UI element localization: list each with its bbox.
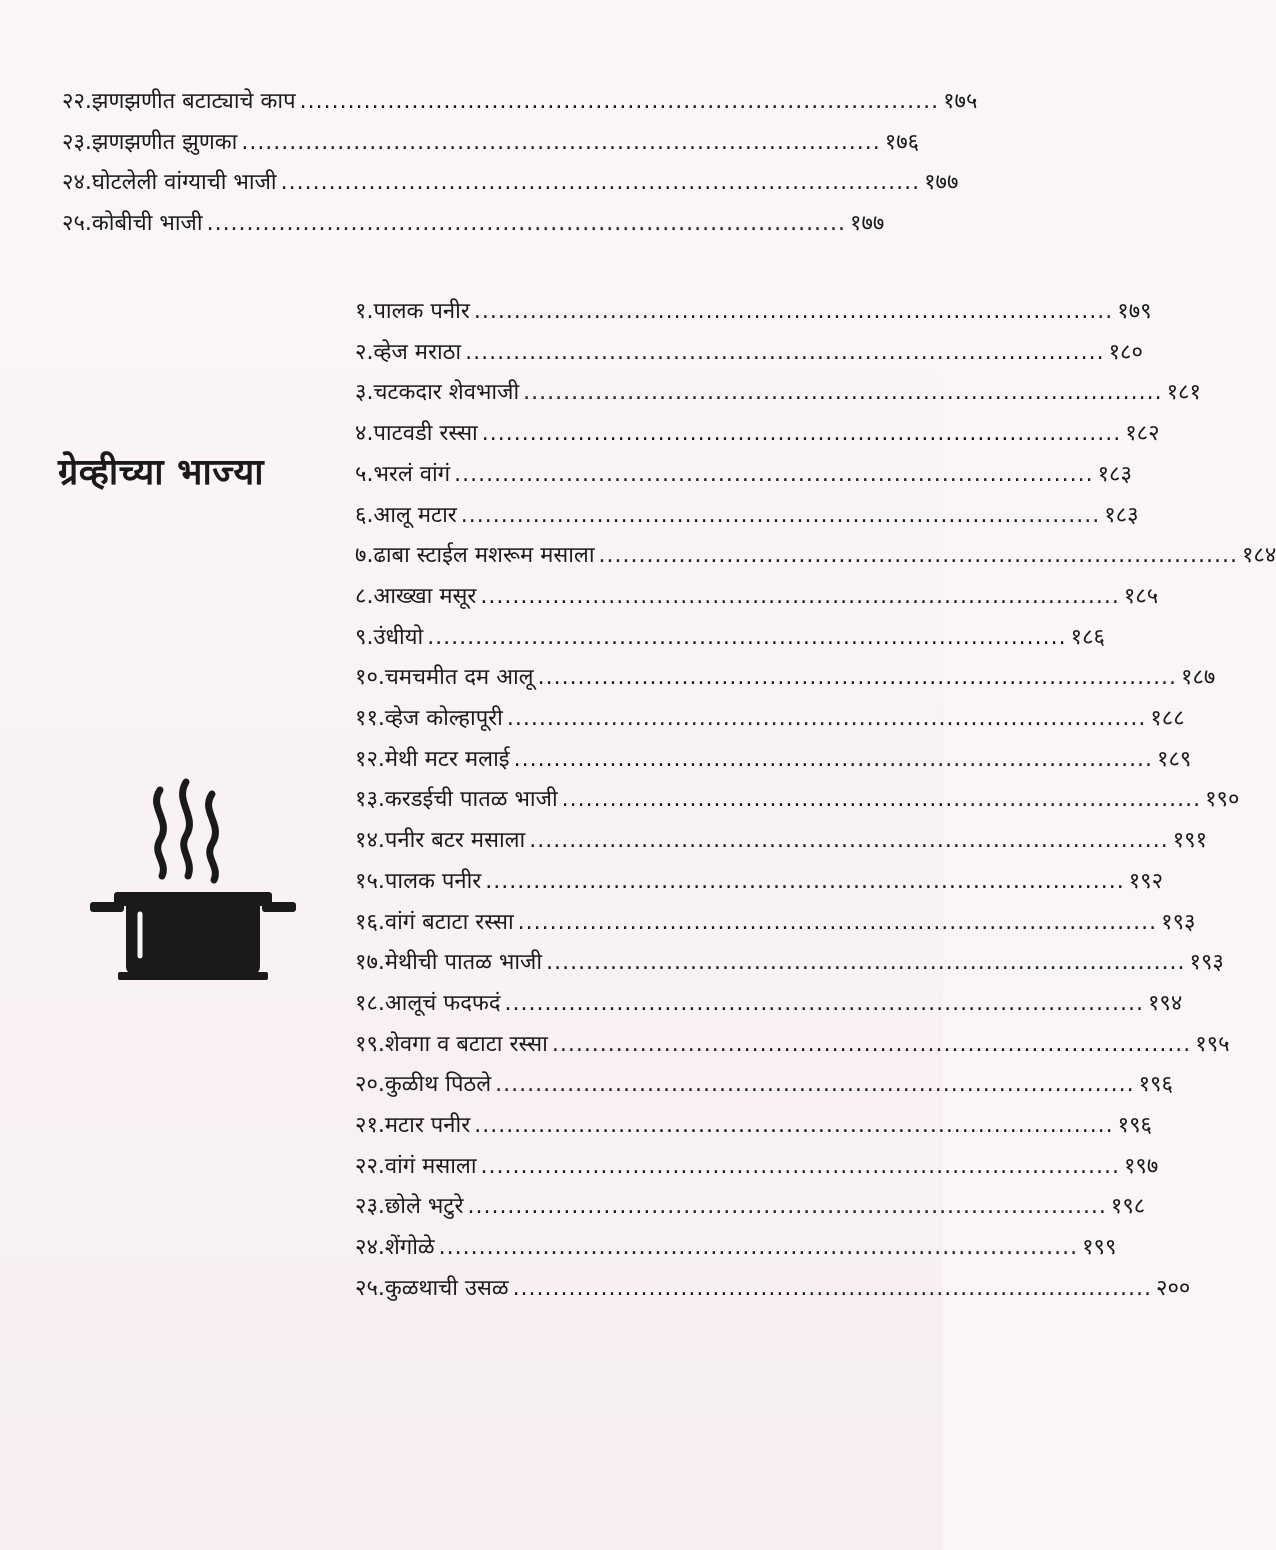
toc-entry <box>355 740 1192 780</box>
toc-entry <box>355 1065 1173 1105</box>
dot-leader: ................................................................................ <box>529 828 1169 854</box>
entry-number: २५. <box>355 1275 385 1301</box>
entry-page-number: १९२ <box>1128 868 1164 894</box>
dot-leader: ................................................................................ <box>561 787 1202 813</box>
dot-leader: ................................................................................ <box>495 1072 1135 1098</box>
entry-number: १९. <box>355 1031 385 1057</box>
entry-number: १. <box>355 299 374 324</box>
toc-entry <box>62 123 920 163</box>
entry-title: शेंगोळे <box>384 1235 435 1261</box>
toc-entry <box>355 1228 1117 1268</box>
entry-title: वांगं बटाटा रस्सा <box>384 909 514 935</box>
toc-entry <box>355 496 1139 536</box>
dot-leader: ................................................................................ <box>504 990 1144 1016</box>
cooking-pot-steam-icon <box>88 780 298 985</box>
dot-leader: ................................................................................ <box>481 421 1122 447</box>
entry-title: छोले भटुरे <box>384 1194 464 1220</box>
dot-leader: ................................................................................ <box>241 129 881 155</box>
toc-entry <box>355 292 1152 332</box>
entry-number: २. <box>355 339 374 365</box>
dot-leader: ................................................................................ <box>480 1153 1120 1179</box>
toc-entry <box>355 1025 1230 1065</box>
entry-number: ११. <box>355 706 385 731</box>
entry-page-number: १८० <box>1108 339 1143 365</box>
entry-title: मेथी मटर मलाई <box>384 746 510 772</box>
toc-entry <box>355 333 1143 373</box>
entry-page-number: १८३ <box>1104 502 1139 528</box>
toc-entry <box>62 82 978 122</box>
toc-entry <box>355 536 1276 576</box>
entry-title: पालक पनीर <box>373 299 470 324</box>
entry-page-number: १९० <box>1205 787 1240 813</box>
entry-title: पाटवडी रस्सा <box>373 421 478 447</box>
dot-leader: ................................................................................ <box>480 583 1120 609</box>
entry-page-number: १९९ <box>1082 1235 1117 1261</box>
dot-leader: ................................................................................ <box>454 461 1094 487</box>
entry-title: करडईची पातळ भाजी <box>384 787 558 813</box>
dot-leader: ................................................................................ <box>467 1194 1107 1220</box>
entry-page-number: १९३ <box>1161 909 1196 935</box>
toc-entry <box>355 1269 1191 1309</box>
toc-entry <box>355 780 1240 820</box>
entry-page-number: १७७ <box>924 170 959 195</box>
entry-number: २४. <box>355 1235 385 1261</box>
entry-number: ९. <box>355 624 374 650</box>
entry-page-number: १८१ <box>1166 380 1201 406</box>
dot-leader: ................................................................................ <box>512 1275 1153 1301</box>
toc-entry <box>355 618 1105 658</box>
entry-number: १०. <box>355 665 385 691</box>
toc-entry <box>355 1187 1146 1227</box>
dot-leader: ................................................................................ <box>485 868 1125 894</box>
entry-number: २२. <box>62 89 92 114</box>
entry-page-number: १९५ <box>1195 1031 1230 1057</box>
entry-page-number: १८३ <box>1097 461 1132 487</box>
entry-page-number: १८७ <box>1181 665 1216 691</box>
toc-entry <box>355 414 1160 454</box>
entry-title: ढाबा स्टाईल मशरूम मसाला <box>373 543 595 569</box>
entry-number: २२. <box>355 1153 385 1179</box>
entry-number: ६. <box>355 502 374 528</box>
entry-page-number: १९४ <box>1147 990 1183 1016</box>
entry-title: कोबीची भाजी <box>91 210 203 236</box>
entry-page-number: १८९ <box>1157 746 1192 772</box>
entry-page-number: १८६ <box>1070 624 1105 650</box>
dot-leader: ................................................................................ <box>460 502 1101 528</box>
entry-page-number: १९१ <box>1172 828 1208 854</box>
entry-page-number: १८४ <box>1241 543 1276 569</box>
entry-page-number: १७५ <box>943 89 978 114</box>
entry-page-number: २०० <box>1156 1275 1191 1301</box>
section-heading: ग्रेव्हीच्या भाज्या <box>58 452 265 493</box>
entry-number: १४. <box>355 828 385 854</box>
entry-title: पालक पनीर <box>384 868 482 894</box>
entry-title: आलूचं फदफदं <box>384 990 501 1016</box>
entry-title: शेवगा व बटाटा रस्सा <box>384 1031 548 1057</box>
entry-page-number: १९७ <box>1123 1153 1159 1179</box>
entry-page-number: १९६ <box>1138 1072 1173 1098</box>
entry-number: १२. <box>355 746 385 772</box>
entry-number: १८. <box>355 990 385 1016</box>
entry-title: झणझणीत झुणका <box>91 129 238 155</box>
entry-page-number: १८२ <box>1125 421 1160 447</box>
entry-page-number: १८८ <box>1150 706 1185 731</box>
toc-entry <box>355 943 1224 983</box>
dot-leader: ................................................................................ <box>438 1235 1079 1261</box>
dot-leader: ................................................................................ <box>537 665 1178 691</box>
entry-number: २५. <box>62 210 92 236</box>
dot-leader: ................................................................................ <box>473 299 1114 324</box>
entry-title: उंधीयो <box>373 624 424 650</box>
entry-number: १७. <box>355 950 385 976</box>
entry-title: पनीर बटर मसाला <box>384 828 526 854</box>
entry-title: चमचमीत दम आलू <box>384 665 534 691</box>
dot-leader: ................................................................................ <box>517 909 1158 935</box>
dot-leader: ................................................................................ <box>546 950 1186 976</box>
entry-number: २३. <box>355 1194 385 1220</box>
toc-entry <box>355 821 1208 861</box>
entry-title: व्हेज मराठा <box>373 339 462 365</box>
entry-page-number: १७६ <box>884 129 920 155</box>
entry-number: २४. <box>62 170 92 195</box>
dot-leader: ................................................................................ <box>506 706 1147 731</box>
dot-leader: ................................................................................ <box>551 1031 1192 1057</box>
entry-title: मटार पनीर <box>384 1113 471 1138</box>
entry-page-number: १८५ <box>1123 583 1159 609</box>
entry-title: मेथीची पातळ भाजी <box>384 950 543 976</box>
toc-entry <box>355 699 1185 739</box>
entry-number: ४. <box>355 421 374 447</box>
entry-page-number: १९८ <box>1110 1194 1146 1220</box>
entry-title: भरलं वांगं <box>373 461 451 487</box>
toc-entry <box>355 862 1164 902</box>
toc-entry <box>62 204 885 244</box>
entry-page-number: १९६ <box>1117 1113 1152 1138</box>
entry-title: चटकदार शेवभाजी <box>373 380 520 406</box>
entry-page-number: १७९ <box>1117 299 1152 324</box>
entry-number: ७. <box>355 543 374 569</box>
toc-entry <box>355 903 1196 943</box>
dot-leader: ................................................................................ <box>474 1113 1114 1138</box>
toc-entry <box>355 373 1201 413</box>
entry-title: व्हेज कोल्हापूरी <box>384 706 503 731</box>
entry-title: आलू मटार <box>373 502 457 528</box>
entry-title: वांगं मसाला <box>384 1153 477 1179</box>
entry-title: आख्खा मसूर <box>373 583 477 609</box>
toc-entry <box>355 455 1132 495</box>
toc-entry <box>355 1147 1159 1187</box>
entry-page-number: १९३ <box>1189 950 1224 976</box>
toc-entry <box>62 163 959 203</box>
dot-leader: ................................................................................ <box>280 170 921 195</box>
entry-number: ८. <box>355 583 374 609</box>
entry-number: १५. <box>355 868 385 894</box>
toc-entry <box>355 984 1183 1024</box>
entry-number: १६. <box>355 909 385 935</box>
entry-title: कुळथाची उसळ <box>384 1275 509 1301</box>
dot-leader: ................................................................................ <box>427 624 1067 650</box>
entry-number: २१. <box>355 1113 385 1138</box>
entry-number: ३. <box>355 380 374 406</box>
toc-entry <box>355 1106 1152 1146</box>
entry-title: कुळीथ पिठले <box>384 1072 492 1098</box>
dot-leader: ................................................................................ <box>299 89 940 114</box>
entry-number: २०. <box>355 1072 385 1098</box>
dot-leader: ................................................................................ <box>523 380 1163 406</box>
entry-number: ५. <box>355 461 374 487</box>
dot-leader: ................................................................................ <box>206 210 847 236</box>
dot-leader: ................................................................................ <box>513 746 1154 772</box>
entry-title: झणझणीत बटाट्याचे काप <box>91 89 296 114</box>
dot-leader: ................................................................................ <box>465 339 1105 365</box>
entry-page-number: १७७ <box>850 210 885 236</box>
toc-entry <box>355 577 1159 617</box>
toc-entry <box>355 658 1216 698</box>
entry-number: १३. <box>355 787 385 813</box>
entry-number: २३. <box>62 129 92 155</box>
entry-title: घोटलेली वांग्याची भाजी <box>91 170 277 195</box>
dot-leader: ................................................................................ <box>598 543 1238 569</box>
